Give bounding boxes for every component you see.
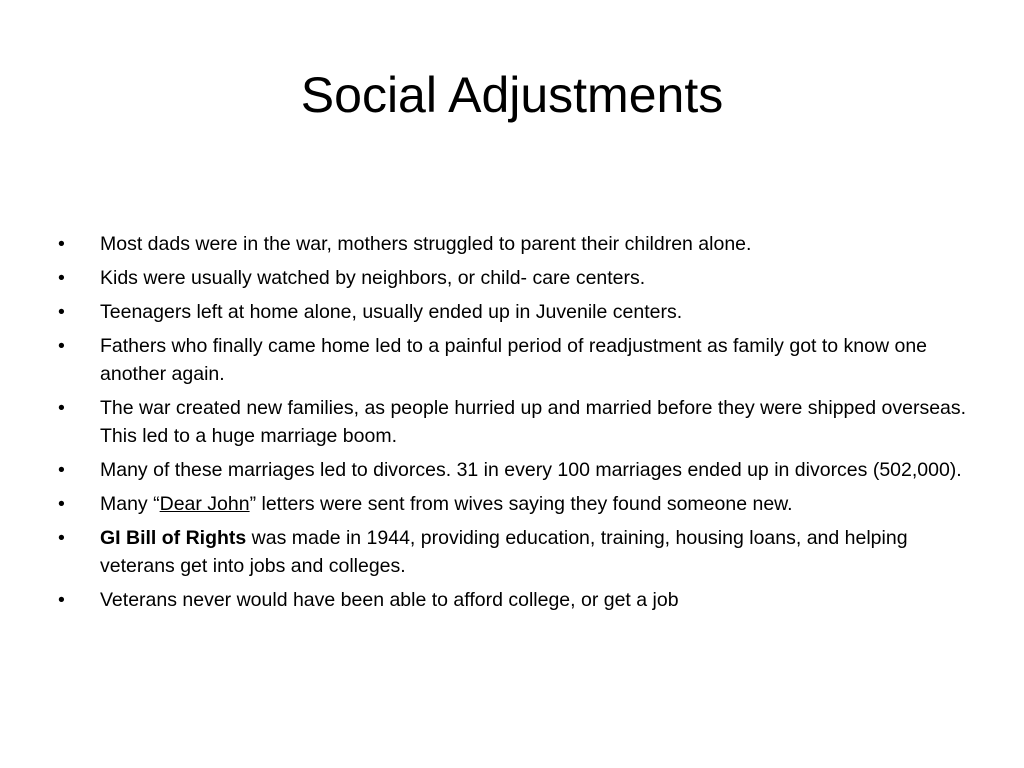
- bullet-text: The war created new families, as people hurried up and married before they were shipped overseas. This led to a huge marriage boom.: [100, 397, 967, 447]
- bullet-marker: •: [58, 267, 65, 289]
- bullet-item-4: [58, 332, 968, 388]
- bullet-item-7: [58, 490, 968, 518]
- bullet-text: Veterans never would have been able to afford college, or get a job: [100, 589, 679, 611]
- bullet-item-6: [58, 456, 968, 484]
- bullet-marker: •: [58, 233, 65, 255]
- bullet-text: Many of these marriages led to divorces. 31 in every 100 marriages ended up in divorces (502,000).: [100, 459, 962, 481]
- slide-title: Social Adjustments: [300, 67, 724, 123]
- bullet-text: Kids were usually watched by neighbors, or child- care centers.: [100, 267, 646, 289]
- bullet-text: Teenagers left at home alone, usually ended up in Juvenile centers.: [100, 301, 683, 323]
- bullet-text: Most dads were in the war, mothers struggled to parent their children alone.: [100, 233, 752, 255]
- bullet-marker: •: [58, 301, 65, 323]
- bullet-item-8: [58, 524, 968, 580]
- gi-bill-term: GI Bill of Rights: [100, 527, 247, 549]
- bullet-text-lead: Many “: [100, 493, 160, 515]
- bullet-item-3: [58, 298, 968, 326]
- bullet-item-5: [58, 394, 968, 450]
- bullet-text-tail: was made in 1944, providing education, training, housing loans, and helping veterans get into jobs and colleges.: [100, 527, 908, 577]
- bullet-item-1: [58, 230, 968, 258]
- bullet-marker: •: [58, 459, 65, 481]
- dear-john-link[interactable]: Dear John: [159, 493, 250, 515]
- bullet-marker: •: [58, 397, 65, 419]
- bullet-marker: •: [58, 527, 65, 549]
- bullet-marker: •: [58, 335, 65, 357]
- bullet-marker: •: [58, 493, 65, 515]
- bullet-text: Fathers who finally came home led to a painful period of readjustment as family got to know one another again.: [100, 335, 928, 385]
- bullet-text-tail: ” letters were sent from wives saying they found someone new.: [249, 493, 793, 515]
- bullet-item-2: [58, 264, 968, 292]
- bullet-item-9: [58, 586, 968, 614]
- bullet-marker: •: [58, 589, 65, 611]
- bullet-list: [58, 230, 968, 620]
